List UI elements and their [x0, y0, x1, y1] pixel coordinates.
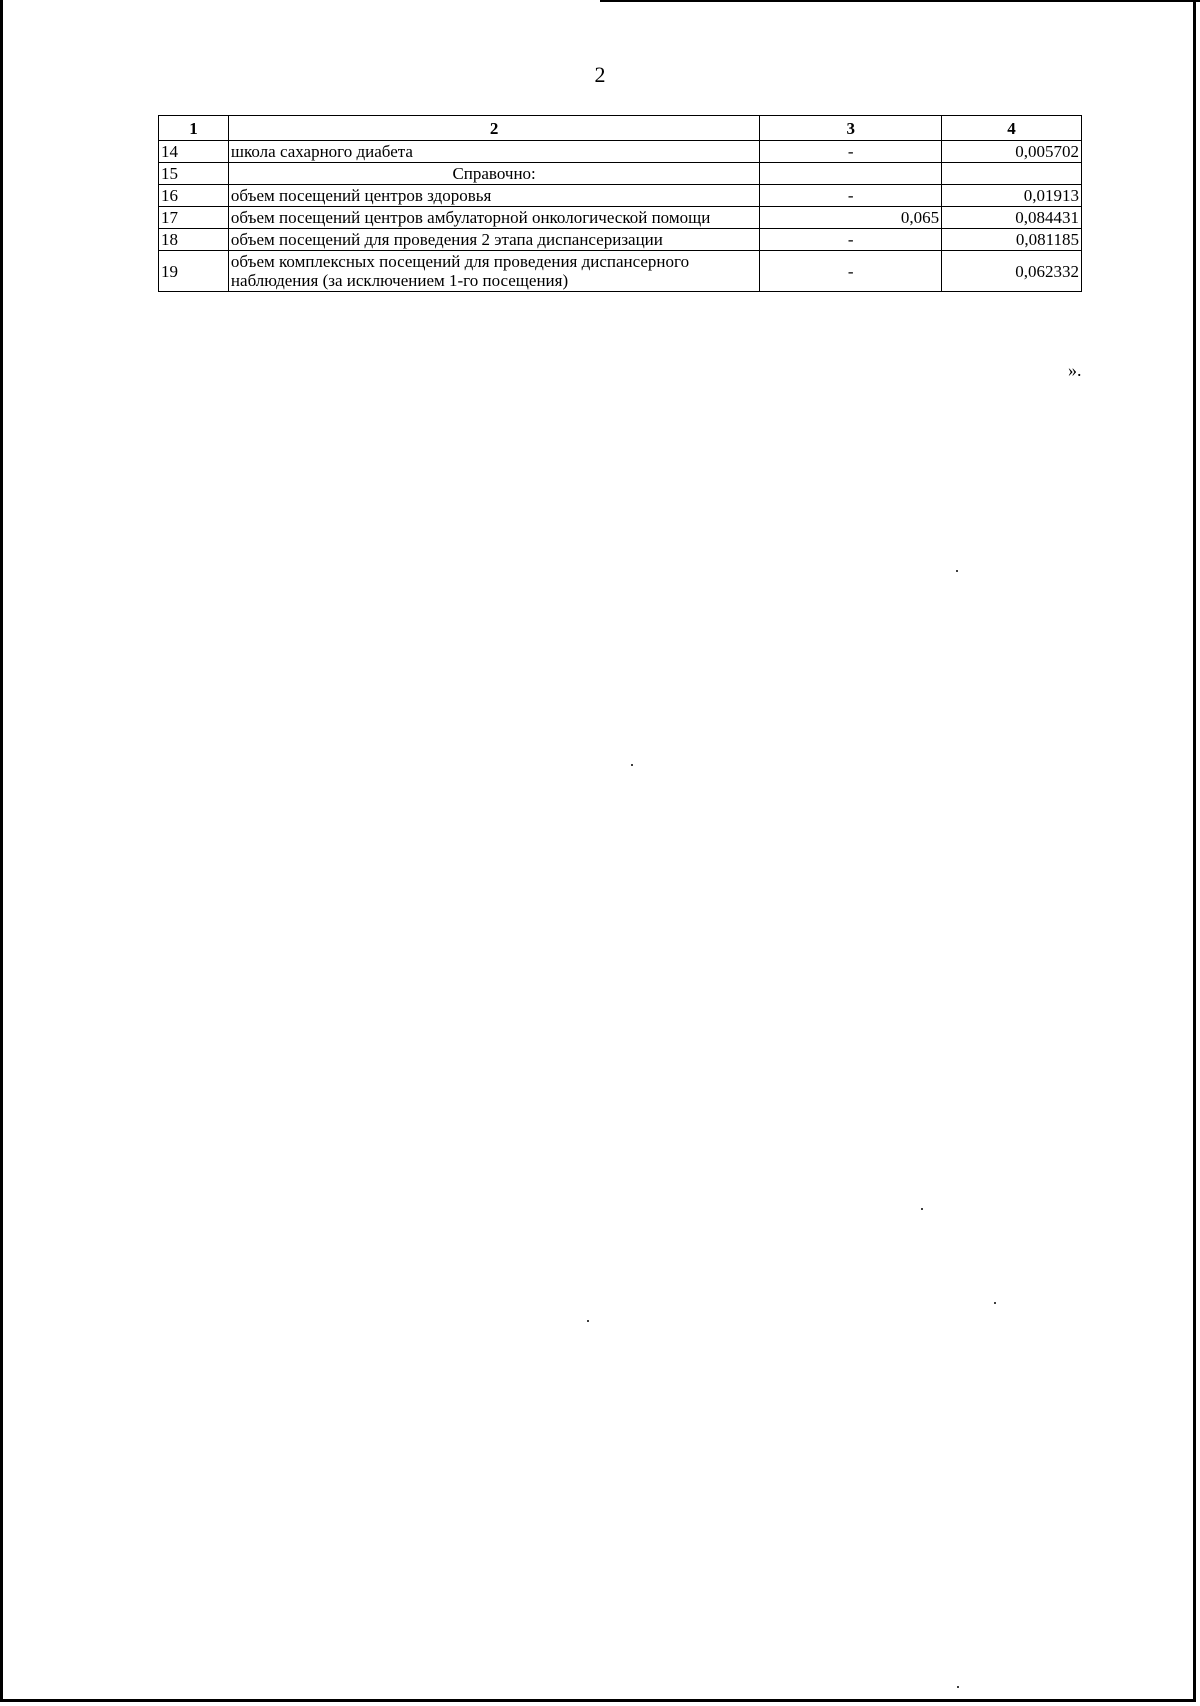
row-col4: [942, 163, 1082, 185]
row-col3: -: [760, 185, 942, 207]
row-col3: [760, 163, 942, 185]
row-col3: -: [760, 141, 942, 163]
scan-speck: [921, 1208, 923, 1210]
top-edge-line: [600, 0, 1200, 2]
table-header-row: [159, 116, 1082, 141]
row-number: 19: [159, 251, 229, 292]
row-number: 15: [159, 163, 229, 185]
header-cell-3: 3: [760, 116, 942, 141]
row-col4: 0,081185: [942, 229, 1082, 251]
page-number: 2: [594, 62, 606, 87]
row-name: школа сахарного диабета: [228, 141, 759, 163]
table-row: [159, 163, 1082, 185]
row-col4: 0,01913: [942, 185, 1082, 207]
row-name: объем посещений для проведения 2 этапа диспансеризации: [228, 229, 759, 251]
scan-speck: [587, 1320, 589, 1322]
row-number: 16: [159, 185, 229, 207]
row-col3: -: [760, 229, 942, 251]
row-name: объем комплексных посещений для проведения диспансерного наблюдения (за исключением 1-го посещения): [228, 251, 759, 292]
data-table: [158, 115, 1082, 292]
scan-speck: [994, 1302, 996, 1304]
row-name: объем посещений центров амбулаторной онкологической помощи: [228, 207, 759, 229]
row-col4: 0,062332: [942, 251, 1082, 292]
closing-quote-mark: ».: [1068, 360, 1082, 380]
row-col3: -: [760, 251, 942, 292]
table-row: [159, 251, 1082, 292]
header-cell-2: 2: [228, 116, 759, 141]
row-name: объем посещений центров здоровья: [228, 185, 759, 207]
header-cell-1: 1: [159, 116, 229, 141]
scan-speck: [631, 764, 633, 766]
row-number: 17: [159, 207, 229, 229]
row-col3: 0,065: [760, 207, 942, 229]
row-col4: 0,005702: [942, 141, 1082, 163]
scan-speck: [956, 570, 958, 572]
table-row: [159, 229, 1082, 251]
table-row: [159, 207, 1082, 229]
scan-speck: [957, 1686, 959, 1688]
table-row: [159, 141, 1082, 163]
table-row: [159, 185, 1082, 207]
header-cell-4: 4: [942, 116, 1082, 141]
row-number: 14: [159, 141, 229, 163]
row-number: 18: [159, 229, 229, 251]
row-name: Справочно:: [228, 163, 759, 185]
row-col4: 0,084431: [942, 207, 1082, 229]
